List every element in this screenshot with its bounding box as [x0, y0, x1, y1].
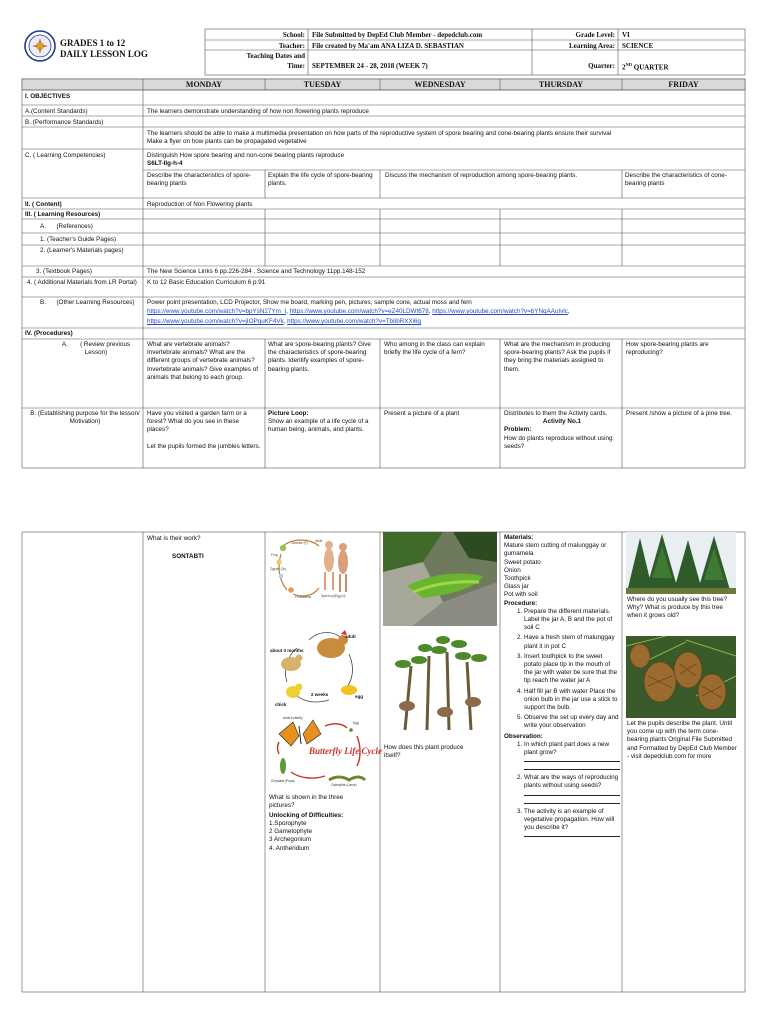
frog-life-cycle-image: [269, 534, 353, 600]
quarter-number: 2: [622, 63, 626, 72]
observation-q1: [524, 741, 620, 770]
quarter-word: QUARTER: [632, 63, 669, 72]
material-sweet-potato: Sweet potato: [504, 558, 541, 566]
procedure-title: Procedure:: [504, 599, 538, 607]
unlocking-title: Unlocking of Difficulties:: [269, 812, 344, 819]
resource-links-row1: https://www.youtube.com/watch?v=bpYsN27Ym_I, https://www.youtube.com/watch?v=eZ40LDWt678, https://www.youtube.com/watch?v=bYNqAAuIvlc,: [147, 308, 570, 315]
activity-title: Activity No.1: [542, 418, 582, 426]
observation-q3-text: The activity is an example of vegetative propagation. How will you describe it?: [524, 807, 615, 832]
term-antheridium: 4. Antheridium: [269, 844, 310, 852]
procedure-steps: [504, 608, 620, 731]
additional-materials-text: K to 12 Basic Education Curriculum 6 p.91: [147, 279, 266, 286]
competency-tuesday: Explain the life cycle of spore-bearing plants.: [268, 172, 373, 188]
performance-standards-text: [147, 130, 743, 146]
textbook-label: 3. (Textbook Pages): [36, 268, 93, 275]
motivation-friday: Present /show a picture of a pine tree.: [626, 410, 733, 417]
dates-label-line1: Teaching Dates and: [246, 52, 305, 60]
dates-label-line2: Time:: [287, 62, 305, 70]
materials-title: Materials:: [504, 534, 534, 541]
content-text: Reproduction of Non Flowering plants: [147, 201, 253, 208]
procedure-step-1: 1. Prepare the different materials. Label the jar A, B and the pot of soil C: [524, 608, 620, 633]
log-title-line1: GRADES 1 to 12: [60, 38, 126, 48]
competency-friday: Describe the characteristics of cone-bearing plants: [625, 172, 727, 188]
frog-label-frog: Frog: [271, 553, 278, 557]
friday-question: Where do you usually see this tree? Why? What is produce by this tree when it grows old?: [627, 596, 728, 620]
review-thursday: What are the mechanism in producing spore-bearing plants? Ask the pupils if they bring the materials assigned to them.: [504, 341, 611, 373]
chicken-life-cycle-image: [269, 624, 369, 708]
motivation-monday-text: Have you visited a garden farm or a forest? What do you see in these places?: [147, 410, 247, 434]
resource-links-row2: https://www.youtube.com/watch?v=jIOPquKF4Vk, https://www.youtube.com/watch?v=TbIibRXXi6g: [147, 318, 422, 325]
observation-q1-text: In which plant part does a new plant grow?: [524, 740, 610, 757]
deped-seal-logo: [24, 30, 56, 62]
observation-title: Observation:: [504, 732, 543, 740]
quarter-label: Quarter:: [588, 62, 615, 70]
butterfly-title: Butterfly Life Cycle: [309, 746, 382, 756]
thursday-activity: [504, 534, 620, 841]
textbook-text: The New Science Links 6 pp.226-284 , Science and Technology 11pp.148-152: [147, 268, 366, 275]
learners-materials-label: 2. (Learner's Materials pages): [40, 247, 124, 254]
youtube-link-3[interactable]: https://www.youtube.com/watch?v=bYNqAAuIvlc: [432, 308, 568, 315]
motivation-tuesday: [268, 410, 378, 435]
jumbled-word: SONTABTI: [172, 553, 204, 560]
dates-value: SEPTEMBER 24 - 28, 2018 (WEEK 7): [312, 62, 428, 70]
performance-standards-label: B. (Performance Standards): [25, 119, 104, 126]
answer-line: [524, 833, 620, 837]
observation-q2-text: What are the ways of reproducing plants without using seeds?: [524, 774, 619, 790]
butterfly-label-caterpillar: Caterpillar (Larva): [331, 783, 357, 787]
material-pot: Pot with soil: [504, 591, 538, 599]
day-header-thursday: THURSDAY: [538, 80, 584, 89]
day-header-monday: MONDAY: [185, 80, 223, 89]
chicken-label-3-months: about 3 months: [270, 648, 304, 653]
butterfly-life-cycle-image: [269, 714, 382, 788]
answer-line: [524, 758, 620, 762]
unlocking-terms: [269, 820, 312, 853]
frog-label-fertilization: Fertilization: [295, 595, 312, 599]
motivation-monday: [147, 410, 262, 451]
answer-line: [524, 766, 620, 770]
quarter-suffix: ND: [625, 62, 632, 67]
teacher-value: File created by Ma'am ANA LIZA D. SEBASTIAN: [312, 42, 464, 50]
competency-wednesday: Discuss the mechanism of reproduction among spore-bearing plants.: [385, 172, 578, 179]
picture-loop-title: Picture Loop:: [268, 410, 309, 417]
area-value: SCIENCE: [622, 42, 654, 50]
problem-title: Problem:: [504, 426, 532, 434]
youtube-link-5[interactable]: https://www.youtube.com/watch?v=TbIibRXXi6g: [287, 318, 422, 325]
review-wednesday: Who among in the class can explain briefly the life cycle of a fern?: [384, 341, 485, 357]
frog-label-juvenile: Juvenile (F): [291, 541, 308, 545]
chicken-label-2-weeks: 2 weeks: [311, 692, 329, 697]
answer-line: [524, 800, 620, 804]
problem-question: How do plants reproduce without using seeds?: [504, 434, 613, 450]
youtube-link-1[interactable]: https://www.youtube.com/watch?v=bpYsN27Ym_I: [147, 308, 287, 315]
content-label: II. ( Content): [25, 201, 62, 208]
chicken-label-chick: chick: [275, 702, 287, 707]
competencies-label: C. ( Learning Competencies): [25, 152, 106, 159]
frog-label-egg: Egg (n): [335, 594, 346, 598]
procedures-heading: IV. (Procedures): [25, 330, 73, 337]
pine-cones-photo: [626, 636, 736, 718]
observation-q3: [524, 808, 620, 838]
observation-q2: [524, 774, 620, 803]
motivation-monday-jumble: Let the pupils formed the jumbles letters.: [147, 442, 261, 450]
performance-standards-line2: Make a flyer on how plants can be propagated vegetative: [147, 138, 307, 146]
day-header-tuesday: TUESDAY: [303, 80, 342, 89]
log-title-line2: DAILY LESSON LOG: [60, 49, 148, 59]
performance-standards-line1: The learners should be able to make a multimedia presentation on how parts of the reproductive system of spore bearing and cone-bearing plants ensure their survival: [147, 130, 612, 137]
observation-questions: [504, 741, 620, 837]
procedure-step-2: 2. Have a fresh stem of malunggay plant it in pot C: [524, 634, 620, 650]
school-value: File Submitted by DepEd Club Member - depedclub.com: [312, 31, 483, 39]
procedure-step-4: 4. Half fill jar B with water Place the onion bulb in the jar use a stick to support the bulb.: [524, 688, 620, 713]
motivation-label: B. (Establishing purpose for the lesson/ Motivation): [30, 410, 140, 426]
content-standards-text: The learners demonstrate understanding of how non flowering plants reproduce: [147, 108, 369, 115]
objectives-heading: I. OBJECTIVES: [25, 93, 71, 100]
area-label: Learning Area:: [569, 42, 615, 50]
references-label: A. (References): [40, 223, 93, 230]
term-sporophyte: 1.Sporophyte: [269, 820, 307, 827]
chicken-label-adult: adult: [345, 634, 356, 639]
teachers-guide-label: 1. (Teacher's Guide Pages): [40, 236, 117, 243]
dates-label: [208, 51, 305, 71]
competencies-text: Distinguish How spore bearing and non-cone bearing plants reproduce: [147, 152, 345, 159]
tuesday-question: What is shown in the three pictures?: [269, 794, 344, 810]
picture-loop-text: Show an example of a life cycle of a human being, animals, and plants.: [268, 418, 369, 434]
friday-note: Let the pupils describe the plant. Until you come up with the term cone-bearing plants Original File Submitted and Formatted by DepEd Club Member - visit depedclub.com for more: [627, 720, 737, 760]
grade-value: VI: [622, 31, 630, 39]
butterfly-label-egg: Egg: [353, 721, 359, 725]
content-standards-label: A.(Content Standards): [25, 108, 88, 115]
moss-photo: [383, 532, 497, 626]
motivation-thursday: [504, 410, 620, 451]
quarter-value: [622, 62, 669, 71]
review-monday: What are vertebrate animals? Invertebrate animals? What are the different groups of vertebrate animals? Invertebrate animals? Give examples of animals that belong to each group.: [147, 341, 258, 381]
additional-materials-label: 4. ( Additional Materials from LR Portal): [27, 279, 137, 286]
frog-label-adult: Adult: [315, 539, 323, 543]
motivation-wednesday: Present a picture of a plant: [384, 410, 460, 417]
term-gametophyte: 2 Gametophyte: [269, 828, 313, 836]
school-label: School:: [282, 31, 305, 39]
other-resources-text: Power point presentation, LCD Projector, Show me board, marking pen, pictures, sample cone, actual moss and fern: [147, 299, 472, 306]
review-tuesday: What are spore-bearing plants? Give the characteristics of spore-bearing plants. Identify examples of spore-bearing plants.: [268, 341, 371, 373]
grade-label: Grade Level:: [575, 31, 615, 39]
wednesday-question: How does this plant produce itself?: [384, 744, 464, 760]
fern-cuttings-photo: [383, 626, 497, 734]
material-toothpick: Toothpick: [504, 575, 531, 583]
butterfly-label-chrysalis: Chrysalis (Pupa): [271, 779, 295, 783]
resources-heading: III. ( Learning Resources): [25, 211, 101, 218]
chicken-label-egg: egg: [355, 694, 364, 699]
competency-monday: Describe the characteristics of spore-bearing plants: [147, 172, 251, 188]
procedure-step-3: 3. Insert toothpick to the sweet potato place tip in the mouth of the jar with water be sure that the tip reach the water jar A: [524, 653, 620, 686]
other-resources-label: B. (Other Learning Resources): [40, 299, 135, 306]
motivation-thursday-text: Distributes to them the Activity cards.: [504, 410, 608, 417]
review-lesson-label: A. ( Review previous Lesson): [61, 341, 132, 357]
frog-label-zygote: Zygote (2n): [270, 567, 287, 571]
term-archegonium: 3 Archegonium: [269, 836, 312, 844]
monday-question: What is their work?: [147, 535, 201, 542]
procedure-step-5: 5. Observe the set up every day and write your observation: [524, 714, 620, 730]
teacher-label: Teacher:: [278, 42, 305, 50]
competency-code: S6LT-IIg-h-4: [147, 160, 183, 167]
frog-label-sperm: Sperm (n): [321, 594, 336, 598]
youtube-link-4[interactable]: https://www.youtube.com/watch?v=jIOPquKF4Vk: [147, 318, 284, 325]
material-glass-jar: Glass jar: [504, 583, 529, 591]
butterfly-label-adult: Adult butterfly: [283, 716, 303, 720]
pine-trees-photo: [626, 532, 736, 594]
material-onion: Onion: [504, 566, 521, 574]
day-header-wednesday: WEDNESDAY: [414, 80, 466, 89]
review-friday: How spore-bearing plants are reproducing?: [626, 341, 709, 357]
answer-line: [524, 792, 620, 796]
youtube-link-2[interactable]: https://www.youtube.com/watch?v=eZ40LDWt678: [289, 308, 429, 315]
material-stem: Mature stem cutting of malunggay or gumamela: [504, 542, 607, 558]
day-header-friday: FRIDAY: [668, 80, 699, 89]
